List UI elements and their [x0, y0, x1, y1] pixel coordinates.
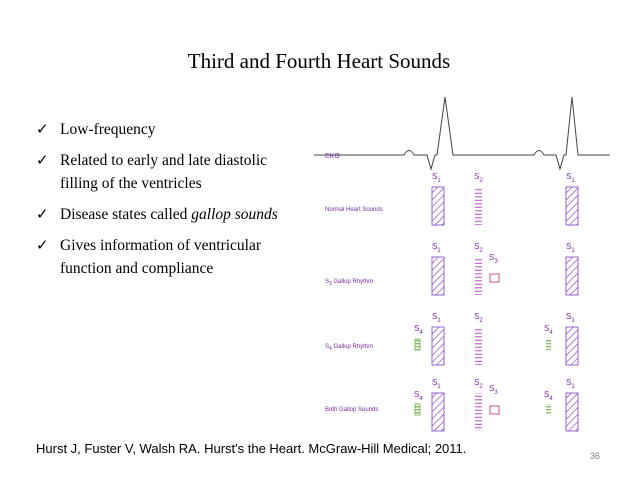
s-letter: S [432, 378, 438, 387]
s4-label [414, 324, 423, 336]
s-letter: S [489, 253, 495, 262]
checkmark-icon: ✓ [36, 236, 49, 254]
checkmark-icon: ✓ [36, 205, 49, 223]
s1-bar [432, 187, 444, 225]
checkmark-icon: ✓ [36, 151, 49, 169]
s1-label [566, 378, 575, 390]
s1-bar [566, 187, 578, 225]
s-subscript: 3 [494, 259, 498, 265]
s3-label [489, 253, 498, 265]
s1-bar [432, 393, 444, 431]
s-subscript: 1 [437, 178, 441, 184]
s-subscript: 2 [479, 178, 483, 184]
bullet-text: Low-frequency [60, 121, 156, 138]
citation: Hurst J, Fuster V, Walsh RA. Hurst's the Heart. McGraw-Hill Medical; 2011. [36, 441, 467, 456]
s1-label [432, 172, 441, 184]
s3-bar [490, 274, 499, 282]
s3-bar [490, 406, 499, 414]
s-letter: S [432, 172, 438, 181]
s3-label [489, 384, 498, 396]
s-letter: S [566, 242, 572, 251]
bullet-emphasis: gallop sounds [191, 206, 278, 223]
bullet-item [36, 118, 298, 141]
bullet-list [36, 118, 298, 288]
s2-label [474, 172, 483, 184]
checkmark-icon: ✓ [36, 120, 49, 138]
s-subscript: 2 [479, 318, 483, 324]
s-subscript: 1 [437, 318, 441, 324]
s-letter: S [414, 324, 420, 333]
s4-bar [546, 339, 551, 350]
s-subscript: 2 [479, 384, 483, 390]
s-subscript: 1 [437, 384, 441, 390]
s-letter: S [566, 378, 572, 387]
s2-label [474, 242, 483, 254]
page-number: 36 [589, 451, 600, 461]
s-subscript: 4 [419, 330, 423, 336]
bullet-item [36, 234, 298, 280]
heart-sounds-diagram [314, 91, 610, 437]
s-letter: S [566, 312, 572, 321]
s-subscript: 1 [571, 178, 575, 184]
s1-label [432, 378, 441, 390]
s-letter: S [474, 242, 480, 251]
s1-label [566, 312, 575, 324]
s-letter: S [474, 378, 480, 387]
s4-bar [415, 404, 420, 415]
row-label-normal: Normal Heart Sounds [325, 207, 383, 213]
bullet-text: Gives information of ventricular function and compliance [60, 237, 262, 277]
s-subscript: 4 [419, 396, 423, 402]
bullet-text: Related to early and late diastolic filling of the ventricles [60, 152, 268, 192]
s-letter: S [566, 172, 572, 181]
s-subscript: 4 [549, 330, 553, 336]
row-label-s4-gallop: $S_4$ Gallop Rhythm [325, 344, 374, 352]
s-subscript: 1 [571, 384, 575, 390]
s2-bar [475, 187, 482, 225]
s4-bar [546, 404, 551, 415]
ekg-trace [314, 97, 610, 169]
s1-label [566, 172, 575, 184]
s-letter: S [489, 384, 495, 393]
s1-bar [566, 327, 578, 365]
s-letter: S [544, 390, 550, 399]
s-subscript: 1 [571, 248, 575, 254]
row-label-s3-gallop: $S_3$ Gallop Rhythm [325, 279, 374, 287]
s-letter: S [474, 312, 480, 321]
s2-bar [475, 257, 482, 295]
s2-label [474, 312, 483, 324]
ekg-label: EKG [325, 153, 340, 160]
s4-bar [415, 339, 420, 350]
s4-label [544, 390, 553, 402]
bullet-item [36, 203, 298, 226]
s-letter: S [414, 390, 420, 399]
s1-bar [432, 327, 444, 365]
s2-bar [475, 327, 482, 365]
s2-label [474, 378, 483, 390]
s4-label [414, 390, 423, 402]
s1-label [566, 242, 575, 254]
s1-label [432, 312, 441, 324]
s-subscript: 2 [479, 248, 483, 254]
s1-bar [432, 257, 444, 295]
s1-bar [566, 257, 578, 295]
bullet-text: Disease states called [60, 206, 192, 223]
s4-label [544, 324, 553, 336]
s-subscript: 1 [437, 248, 441, 254]
slide-title: Third and Fourth Heart Sounds [187, 49, 451, 73]
s-letter: S [432, 312, 438, 321]
bullet-item [36, 149, 298, 195]
s-letter: S [544, 324, 550, 333]
s-subscript: 3 [494, 390, 498, 396]
s1-label [432, 242, 441, 254]
row-label-both-gallop: Both Gallop Sounds [325, 407, 379, 413]
s-letter: S [432, 242, 438, 251]
s-letter: S [474, 172, 480, 181]
s-subscript: 1 [571, 318, 575, 324]
s1-bar [566, 393, 578, 431]
s2-bar [475, 393, 482, 431]
s-subscript: 4 [549, 396, 553, 402]
